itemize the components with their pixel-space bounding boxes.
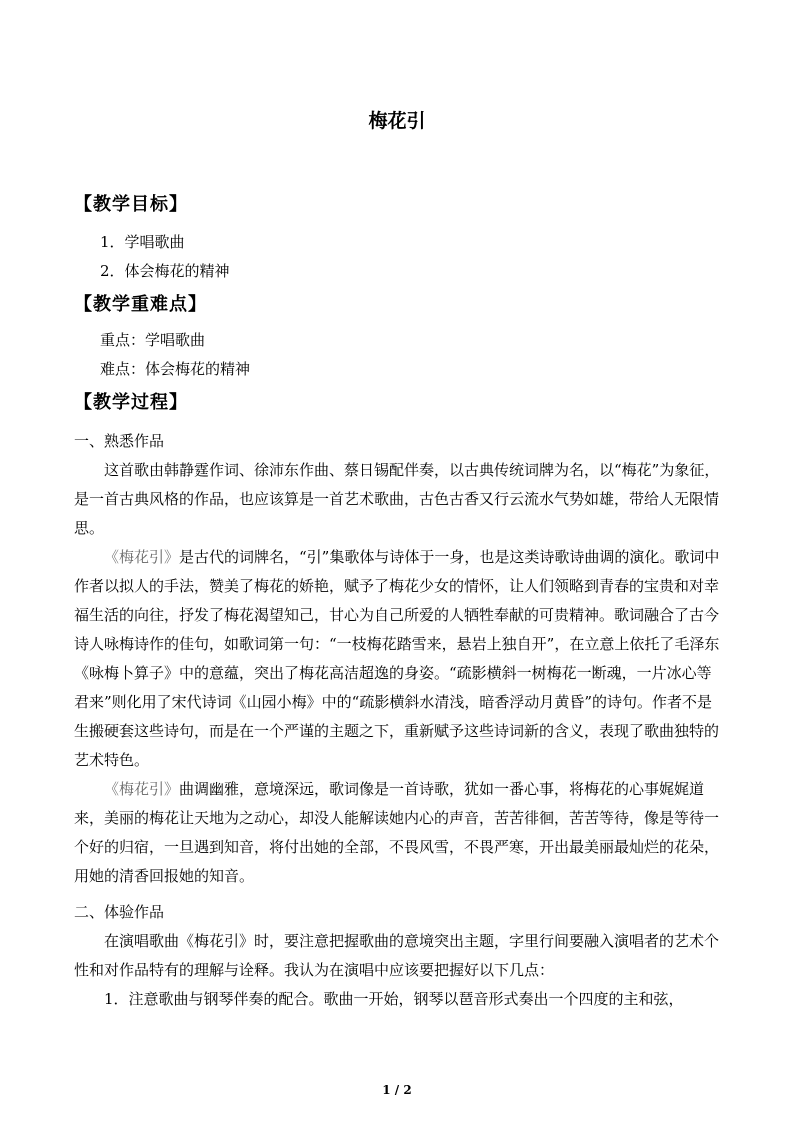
part1-paragraph-1 — [74, 456, 722, 543]
part1-paragraph-3-text: 曲调幽雅，意境深远，歌词像是一首诗歌，犹如一番心事，将梅花的心事娓娓道来，美丽的梅花让天地为之动心，却没人能解读她内心的声音，苦苦徘徊，苦苦等待，像是等待一个好的归宿，一旦遇到知音，将付出她的全部，不畏风雪，不畏严寒，开出最美丽最灿烂的花朵，用她的清香回报她的知音。 — [74, 780, 720, 885]
page-title: 梅花引 — [368, 110, 426, 132]
part1-paragraph-3 — [74, 775, 722, 891]
part2-paragraph-1-text: 在演唱歌曲《梅花引》时，要注意把握歌曲的意境突出主题，字里行间要融入演唱者的艺术个性和对作品特有的理解与诠释。我认为在演唱中应该要把握好以下几点： — [74, 932, 720, 979]
part1-paragraph-1-text: 这首歌由韩静霆作词、徐沛东作曲、蔡日锡配伴奏，以古典传统词牌为名，以“梅花”为象征，是一首古典风格的作品，也应该算是一首艺术歌曲，古色古香又行云流水气势如雄，带给人无限情思。 — [74, 461, 720, 537]
part2-heading: 二、体验作品 — [74, 903, 165, 921]
part1-paragraph-2-text: 是古代的词牌名，“引”集歌体与诗体于一身，也是这类诗歌诗曲调的演化。歌词中作者以拟人的手法，赞美了梅花的娇艳，赋予了梅花少女的情怀，让人们领略到青春的宝贵和对幸福生活的向往，抒发了梅花渴望知己，甘心为自己所爱的人牺牲奉献的可贵精神。歌词融合了古今诗人咏梅诗作的佳句，如歌词第一句：“一枝梅花踏雪来，悬岩上独自开”，在立意上依托了毛泽东《咏梅卜算子》中的意蕴，突出了梅花高洁超逸的身姿。“疏影横斜一树梅花一断魂，一片冰心等君来”则化用了宋代诗词《山园小梅》中的“疏影横斜水清浅，暗香浮动月黄昏”的诗句。作者不是生搬硬套这些诗句，而是在一个严谨的主题之下，重新赋予这些诗词新的含义，表现了歌曲独特的艺术特色。 — [74, 548, 720, 769]
part2-paragraph-2 — [74, 985, 722, 1014]
part1-heading: 一、熟悉作品 — [74, 432, 165, 450]
key-points-heading: 【教学重难点】 — [74, 294, 207, 315]
part2-paragraph-1 — [74, 927, 722, 985]
key-point-item-2: 难点：体会梅花的精神 — [100, 360, 251, 378]
key-point-item-1: 重点：学唱歌曲 — [100, 331, 206, 349]
page-number: 1 / 2 — [382, 1083, 412, 1097]
part1-paragraph-2 — [74, 543, 722, 775]
part1-paragraph-3-lead: 《梅花引》 — [104, 780, 180, 798]
goal-item-1: 1．学唱歌曲 — [100, 233, 185, 251]
goals-heading: 【教学目标】 — [74, 194, 188, 215]
process-heading: 【教学过程】 — [74, 392, 188, 413]
part1-paragraph-2-lead: 《梅花引》 — [104, 548, 180, 566]
part2-paragraph-2-text: 1．注意歌曲与钢琴伴奏的配合。歌曲一开始，钢琴以琶音形式奏出一个四度的主和弦， — [104, 990, 684, 1008]
goal-item-2: 2．体会梅花的精神 — [100, 262, 230, 280]
